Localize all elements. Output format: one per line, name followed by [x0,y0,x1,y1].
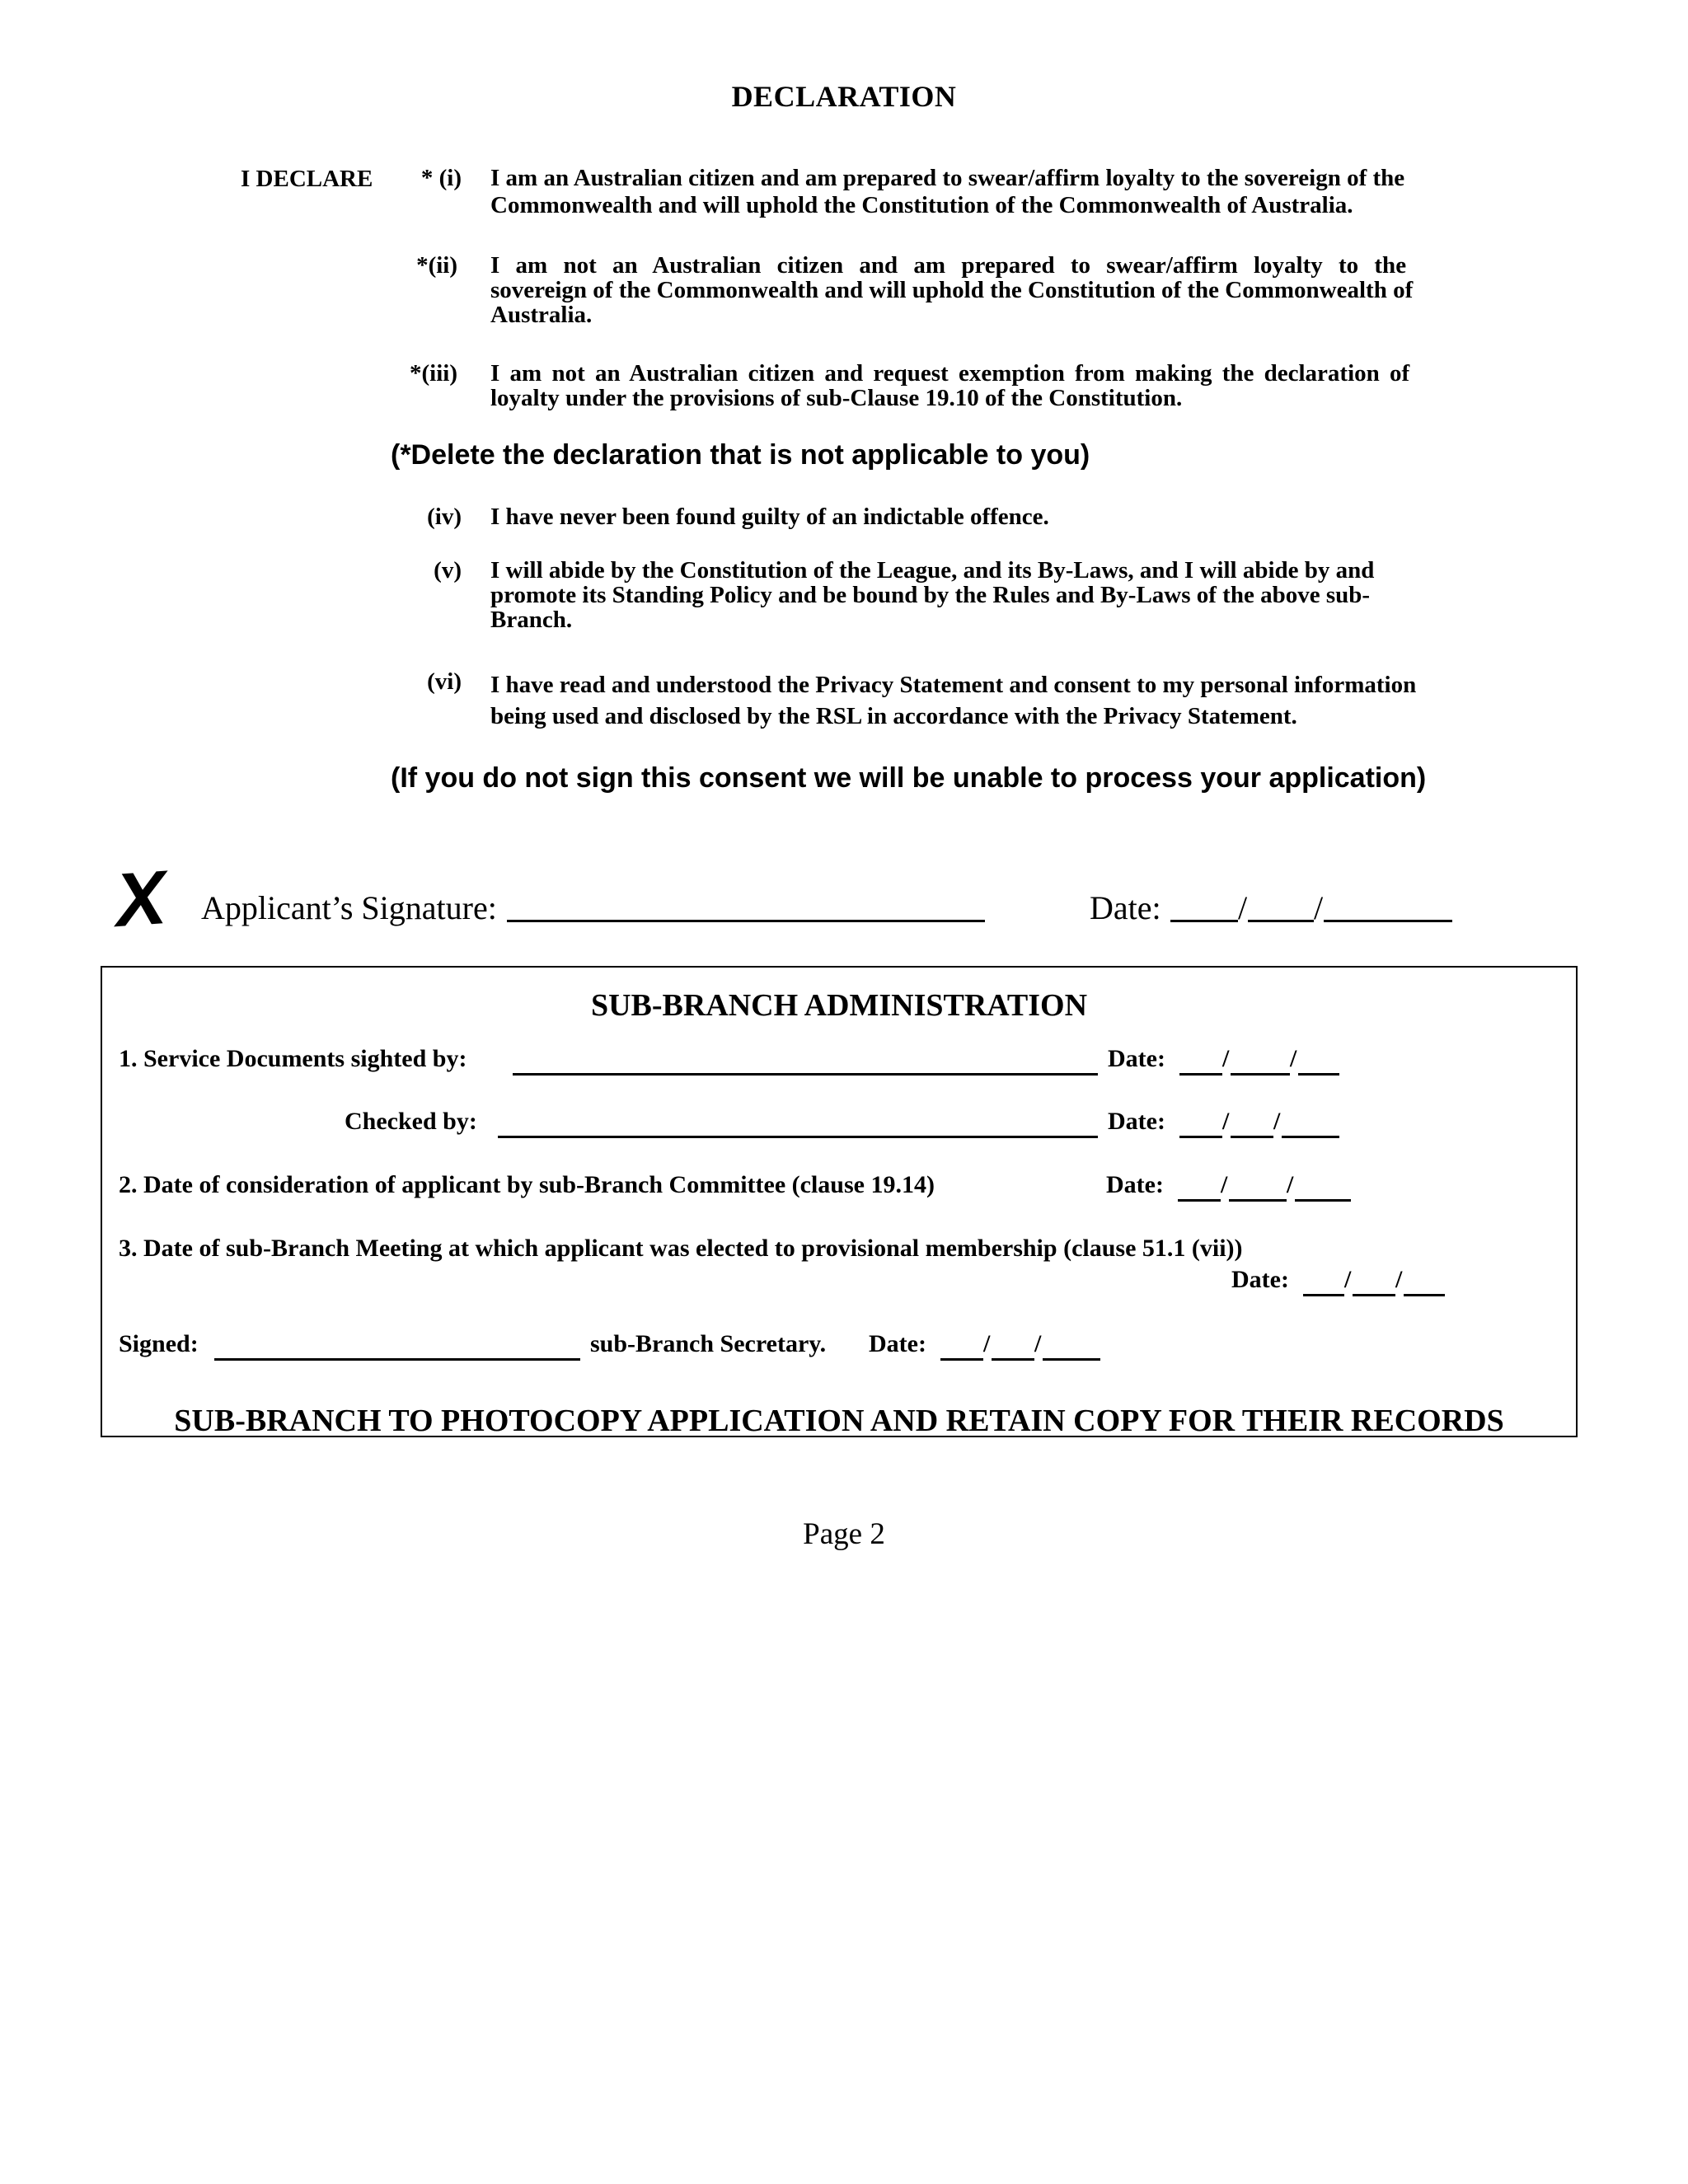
clause-text [490,361,1578,410]
date-year-field[interactable] [1295,1199,1351,1202]
consent-note: (If you do not sign this consent we will be unable to process your application) [391,762,1427,794]
date-separator: / [1273,1108,1281,1135]
date-separator: / [1034,1330,1042,1357]
clause-line: Branch. [490,607,573,633]
clause-text [490,253,1578,327]
clause-line: I have never been found guilty of an indictable offence. [490,504,1049,530]
signature-date-month-field[interactable] [1248,920,1314,922]
clause-line: sovereign of the Commonwealth and will uphold the Constitution of the Commonwealth of [490,277,1414,303]
service-documents-sighted-by-field[interactable] [513,1073,1098,1076]
date-separator: / [983,1330,991,1357]
signature-label: Applicant’s Signature: [201,889,497,926]
checked-by-field[interactable] [498,1136,1098,1138]
signature-date-year-field[interactable] [1324,920,1452,922]
secretary-signature-field[interactable] [214,1358,580,1361]
date-separator: / [1287,1171,1294,1198]
clause-number: (vi) [427,668,462,695]
clause-line: promote its Standing Policy and be bound by the Rules and By-Laws of the above sub- [490,582,1371,608]
date-separator: / [1344,1266,1352,1293]
clause-text [490,558,1578,632]
clause-number: * (i) [420,165,462,191]
date-label: Date: [1108,1045,1165,1072]
date-separator: / [1395,1266,1403,1293]
date-month-field[interactable] [1231,1136,1273,1138]
date-day-field[interactable] [1179,1073,1222,1076]
date-month-field[interactable] [992,1358,1034,1361]
clause-line: Australia. [490,302,593,328]
page-title: DECLARATION [731,80,957,113]
date-year-field[interactable] [1298,1073,1339,1076]
date-separator: / [1314,889,1324,926]
clause-number: (iv) [427,504,462,530]
date-day-field[interactable] [1178,1199,1221,1202]
clause-number: *(ii) [416,252,457,279]
date-year-field[interactable] [1404,1294,1445,1296]
date-separator: / [1222,1108,1230,1135]
date-month-field[interactable] [1229,1199,1287,1202]
clause-number: *(iii) [410,360,457,387]
clause-text [490,504,1578,530]
checked-by-label: Checked by: [345,1108,477,1135]
date-month-field[interactable] [1353,1294,1395,1296]
clause-number: (v) [434,557,462,583]
signature-date-day-field[interactable] [1170,920,1238,922]
date-label: Date: [869,1330,926,1357]
date-separator: / [1290,1045,1297,1072]
date-day-field[interactable] [1303,1294,1344,1296]
clause-line: Commonwealth and will uphold the Constitution of the Commonwealth of Australia. [490,192,1353,218]
meeting-election-label: 3. Date of sub-Branch Meeting at which applicant was elected to provisional membership (clause 51.1 (vii)) [119,1235,1243,1262]
admin-title: SUB-BRANCH ADMINISTRATION [590,988,1088,1023]
clause-line: I will abide by the Constitution of the League, and its By-Laws, and I will abide by and [490,557,1375,583]
clause-line: I am not an Australian citizen and request exemption from making the declaration of [490,360,1410,387]
declare-label: I DECLARE [241,166,373,192]
date-label: Date: [1108,1108,1165,1135]
sub-branch-administration-box [101,966,1578,1437]
date-day-field[interactable] [1179,1136,1222,1138]
sign-here-x-icon: X [112,855,169,944]
service-documents-label: 1. Service Documents sighted by: [119,1045,467,1072]
clause-line: loyalty under the provisions of sub-Clause 19.10 of the Constitution. [490,385,1183,411]
admin-footer-instruction: SUB-BRANCH TO PHOTOCOPY APPLICATION AND RETAIN COPY FOR THEIR RECORDS [174,1404,1504,1438]
date-label: Date: [1231,1266,1289,1293]
date-year-field[interactable] [1043,1358,1100,1361]
date-separator: / [1221,1171,1228,1198]
delete-note: (*Delete the declaration that is not applicable to you) [391,439,1090,471]
clause-line: I have read and understood the Privacy Statement and consent to my personal information [490,672,1417,698]
clause-line: I am not an Australian citizen and am prepared to swear/affirm loyalty to the [490,252,1407,279]
clause-line: I am an Australian citizen and am prepared to swear/affirm loyalty to the sovereign of the [490,165,1405,191]
signature-date-label: Date: [1090,889,1161,926]
signed-label: Signed: [119,1330,199,1357]
date-year-field[interactable] [1282,1136,1339,1138]
clause-text [490,166,1578,218]
signature-field[interactable] [507,920,985,922]
date-separator: / [1238,889,1248,926]
date-separator: / [1222,1045,1230,1072]
page-number: Page 2 [803,1517,885,1551]
date-label: Date: [1106,1171,1164,1198]
date-month-field[interactable] [1231,1073,1290,1076]
secretary-label: sub-Branch Secretary. [590,1330,827,1357]
date-day-field[interactable] [940,1358,983,1361]
committee-consideration-label: 2. Date of consideration of applicant by sub-Branch Committee (clause 19.14) [119,1171,935,1198]
clause-line: being used and disclosed by the RSL in accordance with the Privacy Statement. [490,703,1297,729]
clause-text [490,669,1578,732]
